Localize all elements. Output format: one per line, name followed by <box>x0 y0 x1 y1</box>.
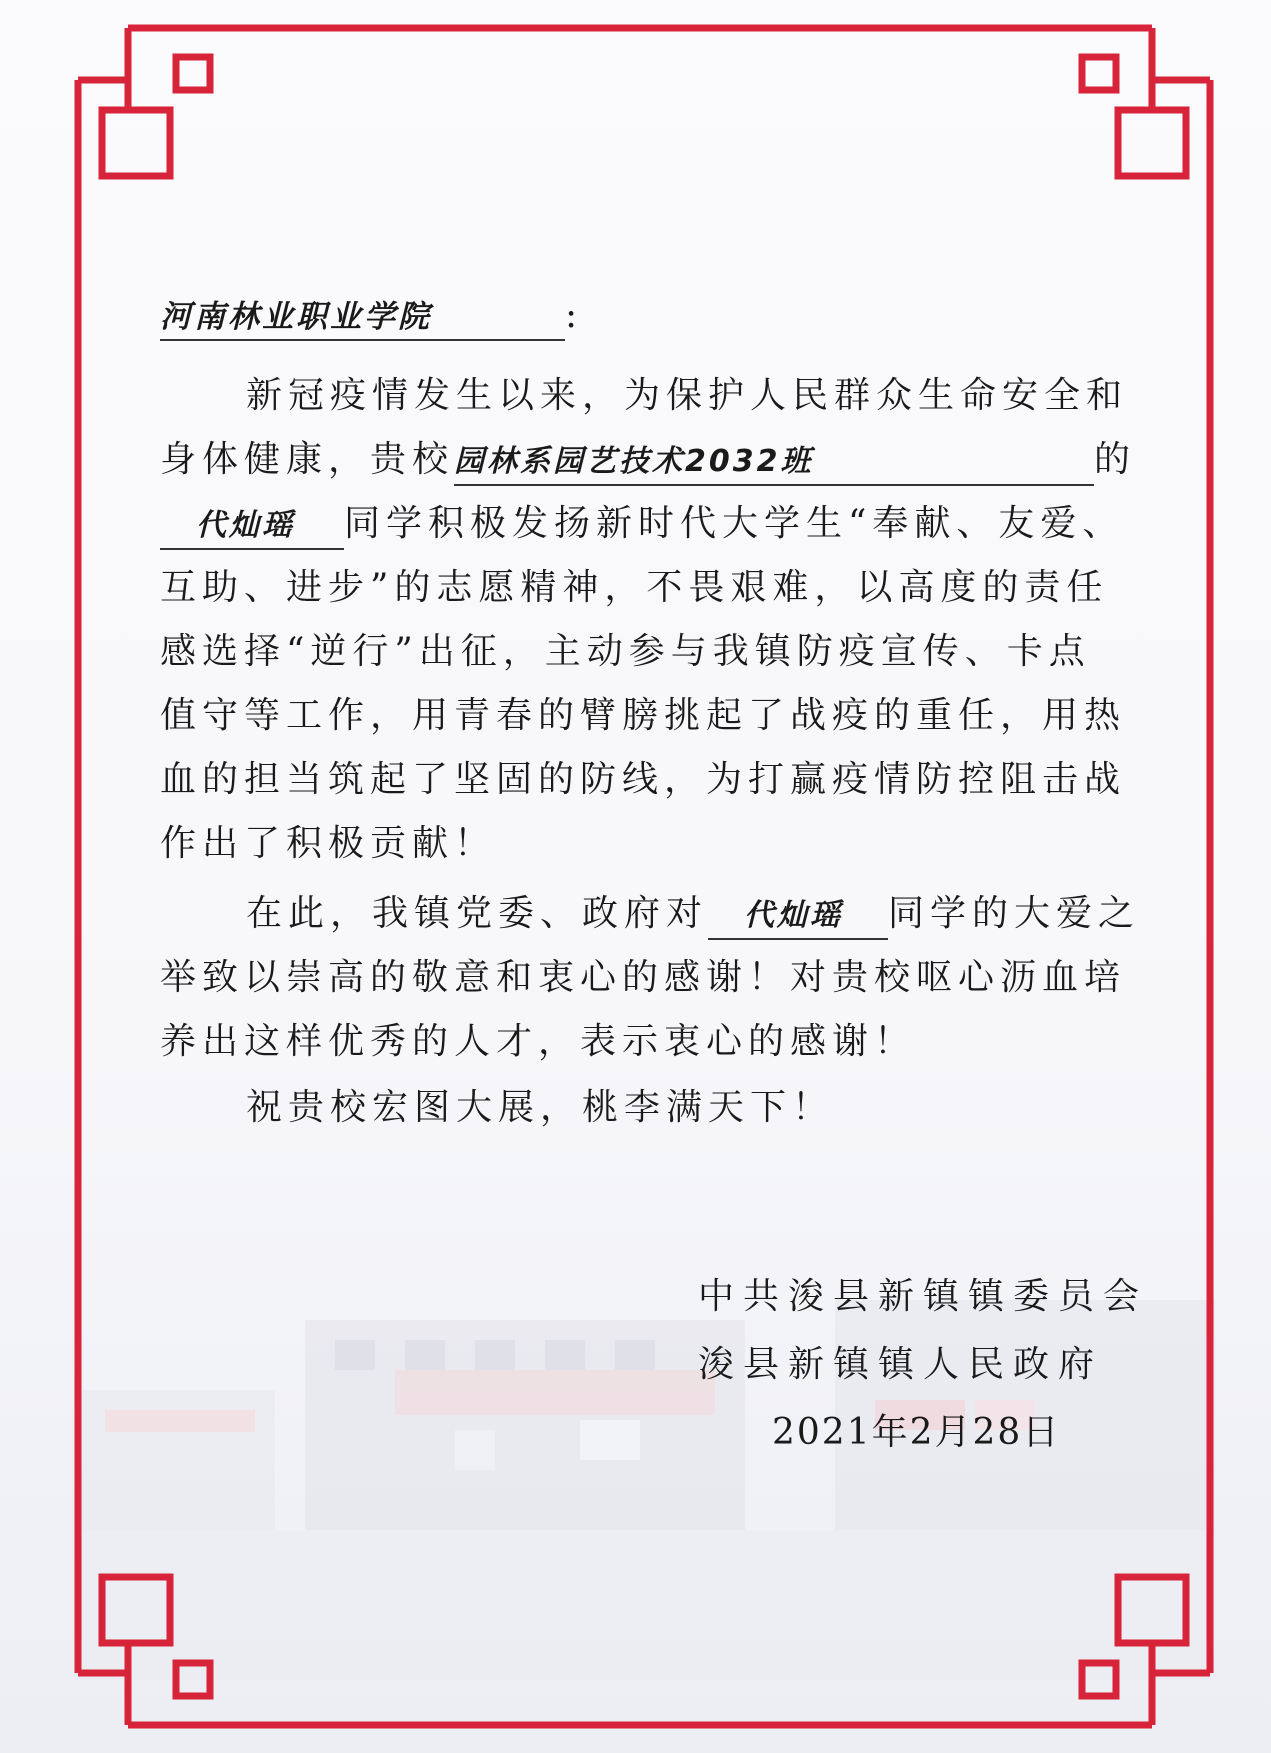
salutation-line <box>160 292 1140 341</box>
signature-org-2: 浚县新镇镇人民政府 <box>698 1344 1104 1385</box>
body-text: 同学积极发扬新时代大学生“奉献、友爱、 <box>344 503 1125 544</box>
signature-org-1: 中共浚县新镇镇委员会 <box>698 1276 1149 1317</box>
body-text: 在此，我镇党委、政府对 <box>246 893 709 934</box>
body-text: 的 <box>1094 439 1137 480</box>
paragraph-1-line-8: 作出了积极贡献！ <box>160 823 497 864</box>
signature-date: 2021年2月28日 <box>772 1412 1061 1453</box>
paragraph-1-line-2 <box>160 436 1140 486</box>
paragraph-2-line-2: 举致以崇高的敬意和衷心的感谢！对贵校呕心沥血培 <box>160 957 1127 998</box>
recipient-name: 河南林业职业学院 <box>160 295 565 341</box>
paragraph-1-line-7: 血的担当筑起了坚固的防线，为打赢疫情防控阻击战 <box>160 759 1127 800</box>
student-name-field: 代灿瑶 <box>160 504 344 550</box>
recipient-colon: : <box>565 295 584 336</box>
paragraph-3-line-1: 祝贵校宏图大展，桃李满天下！ <box>246 1087 835 1128</box>
class-name-field: 园林系园艺技术2032班 <box>454 440 1094 486</box>
student-name-field-2: 代灿瑶 <box>708 894 888 940</box>
paragraph-1-line-5: 感选择“逆行”出征，主动参与我镇防疫宣传、卡点 <box>160 631 1091 672</box>
body-text: 身体健康，贵校 <box>160 439 455 480</box>
paragraph-1-line-3 <box>160 500 1140 550</box>
paragraph-1-line-6: 值守等工作，用青春的臂膀挑起了战疫的重任，用热 <box>160 695 1127 736</box>
paragraph-2-line-3: 养出这样优秀的人才，表示衷心的感谢！ <box>160 1021 917 1062</box>
paragraph-1-line-1: 新冠疫情发生以来，为保护人民群众生命安全和 <box>246 375 1129 416</box>
body-text: 同学的大爱之 <box>888 893 1141 934</box>
paragraph-2-line-1 <box>246 890 1226 940</box>
paragraph-1-line-4: 互助、进步”的志愿精神，不畏艰难，以高度的责任 <box>160 567 1109 608</box>
